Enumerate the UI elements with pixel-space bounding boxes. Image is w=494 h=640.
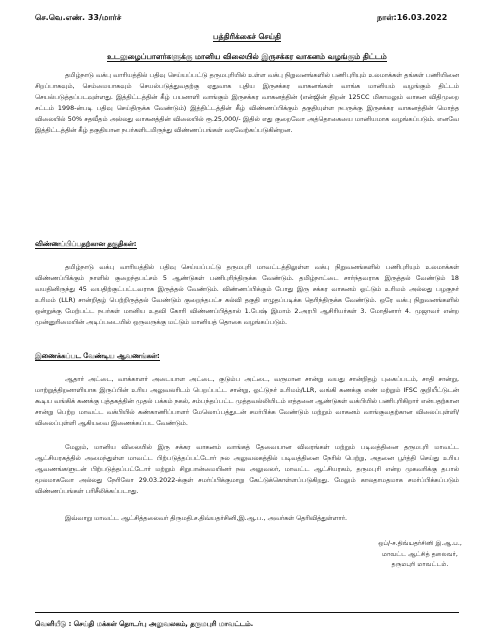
- closing-paragraph-text: இவ்வாறு மாவட்ட ஆட்சித்தலைவர் திருமதி.ச.திவ்யதர்சினி,இ.ஆ.ப., அவர்கள் தெரிவித்துள்ளார்.: [65, 514, 348, 522]
- release-title-text: பத்திரிக்கைச் செய்தி: [212, 32, 282, 41]
- reference-number: செ.வெ.எண். 33/மார்ச்: [35, 13, 122, 22]
- footer-credit: வெளியீடு : செய்தி மக்கள் தொடர்பு அலுவலகம், தருமபுரி மாவட்டம்.: [35, 620, 254, 628]
- documents-heading: [35, 352, 160, 361]
- eligibility-heading-text: விண்ணப்பிப்பதற்கான தகுதிகள்:: [35, 240, 137, 248]
- eligibility-paragraph-text: தமிழ்நாடு வக்பு வாரியத்தில் பதிவு செய்யப்பட்டு தருமபுரி மாவட்டத்திலுள்ள வக்பு நிறுவனங்களில் பணிபுரியும் உலமாக்கள் விண்ணப்பிக்கும் நாளில் குறைந்தபட்சம் 5 ஆண்டுகள் பணிபுரிந்திருக்க வேண்டும். தமிழ்நாட்டை சார்ந்தவராக இருத்தல் வேண்டும் 18 வயதினிருந்து 45 வயதிற்குட்பட்டவராக இருத்தல் வேண்டும். விண்ணப்பிக்கும் போது இரு சக்கர வாகனம் ஓட்டும் உரிமம் அல்லது பழகுநர் உரிமம் (LLR) சான்றிதழ் பெற்றிருத்தல் வேண்டும் குறைந்தபட்ச கல்வி தகுதி எழுதப்படிக்க தெரிந்திருக்க வேண்டும். ஒரே வக்பு நிறுவனங்களில் ஒன்றுக்கு மேற்பட்ட நபர்கள் மானிய உதவி கோரி விண்ணப்பித்தால் 1.பேஷ் இமாம் 2.அரபி ஆசிரியர்கள் 3. மோதினார் 4. முஜாவர் என்ற முன்னுரிமையின் அடிப்படையில் ஒருவருக்கு மட்டும் மானியத் தொகை வழங்கப்படும்.: [35, 263, 459, 326]
- document-title-text: உடலுழைப்பாளர்களுக்கு மானிய விலையில் இருசக்கர வாகனம் வழங்கும் திட்டம்: [107, 52, 387, 61]
- signature-block: [365, 539, 475, 571]
- eligibility-paragraph: [35, 262, 459, 328]
- documents-heading-text: இணைக்கப்பட வேண்டிய ஆவணங்கள்:: [35, 352, 160, 360]
- intro-paragraph: [35, 70, 459, 136]
- intro-paragraph-text: தமிழ்நாடு வக்பு வாரியத்தில் பதிவு செய்யப்பட்டு தருமபுரியில் உள்ள வக்பு நிறுவனங்களில் பணிபுரியும் உலமாக்கள் தங்கள் பணியினை சிறப்பாகவும், செம்மையாகவும் செயல்படுத்துவதற்கு ஏதுவாக புதிய இருசக்கர வாகனங்கள் வாங்க மானியம் வழங்கும் திட்டம் செயல்படுத்தப்படவுள்ளது. இத்திட்டத்தின் கீழ் பயனாளி வாங்கும் இருசக்கர வாகனத்தின் (என்ஜின் திறன் 125CC மிகாமலும் வாகன விதிமுறை சட்டம் 1998-ன்படி பதிவு செய்திருக்க வேண்டும்) இத்திட்டத்தின் கீழ் விண்ணப்பிக்கும் தகுதியுள்ள நபருக்கு இருசக்கர வாகனத்தின் மொத்த விலையில் 50% சதவீதம் அல்லது வாகனத்தின் விலையில் ரூ.25,000/- இதில் எது குறைவோ அத்தொகையை மானியமாக வழங்கப்படும். எனவே இத்திட்டத்தின் கீழ் தகுதியான நபர்களிடமிருந்து விண்ணப்பங்கள் வரவேற்கப்படுகின்றன.: [35, 71, 459, 134]
- signature-line-2: மாவட்ட ஆட்சித் தலைவர்,: [382, 550, 458, 558]
- signature-line-3: தருமபுரி மாவட்டம்.: [391, 561, 449, 568]
- eligibility-heading: [35, 240, 137, 249]
- footer-divider: [35, 612, 459, 613]
- signature-line-1: ஒப்/-ச.திவ்யதர்சினி இ.ஆ.ப.,: [378, 540, 462, 547]
- documents-paragraph: [35, 374, 459, 429]
- document-title: [0, 52, 494, 62]
- application-paragraph: [35, 442, 459, 497]
- application-paragraph-text: மேலும், மானிய விலையில் இரு சக்கர வாகனம் வாங்கத் தேவையான விவரங்கள் மற்றும் படிவத்தினை தருமபுரி மாவட்ட ஆட்சியரகத்தில் அமைந்துள்ள மாவட்ட பிற்படுத்தப்பட்டோர் நல அலுவலகத்தில் படிவத்தினை நேரில் பெற்று, அதனை பூர்த்தி செய்து உரிய ஆவணங்களுடன் பிற்படுத்தப்பட்டோர் மற்றும் சிறுபான்மையினர் நல அலுவலர், மாவட்ட ஆட்சியரகம், தருமபுரி என்ற முகவரிக்கு தபால் மூலமாகவோ அல்லது நேரிலோ 29.03.2022-க்குள் சமர்ப்பிக்குமாறு கேட்டுக்கொள்ளப்படுகிறது. மேலும் காலதாமதமாக சமர்ப்பிக்கப்படும் விண்ணப்பங்கள் பரிசீலிக்கப்படாது.: [35, 443, 459, 495]
- release-title: [0, 32, 494, 42]
- documents-paragraph-text: ஆதார் அட்டை, வாக்காளர் அடையாள அட்டை, குடும்ப அட்டை, வருமான சான்று வயது சான்றிதழ் புகைப்படம், சாதி சான்று, மாற்றுத்திறனாளியாக இருப்பின் உரிய அலுவலரிடம் பெறப்பட்ட சான்று, ஓட்டுநர் உரிமம்/LLR, வங்கி கணக்கு எண் மற்றும் IFSC குறியீட்டுடன் கூடிய வங்கிக் கணக்கு புத்தகத்தின் முதல் பக்கம் நகல், சம்பந்தப்பட்ட முத்தவல்லியிடம் எத்தனை ஆண்டுகள் வக்பியில் பணிபுரிகிறார் என்பதற்கான சான்று பெற்ற மாவட்ட வக்பியில் கண்காணிப்பாளர் மேலொப்பத்துடன் சமர்பிக்க வேண்டும் மற்றும் வாகனம் வாங்குவதற்கான விலைப்புள்ளி/ விலைப்புள்ளி ஆகியவை இணைக்கப்பட வேண்டும்.: [35, 375, 459, 427]
- closing-paragraph: [35, 513, 459, 524]
- release-date: நாள்:16.03.2022: [377, 13, 448, 22]
